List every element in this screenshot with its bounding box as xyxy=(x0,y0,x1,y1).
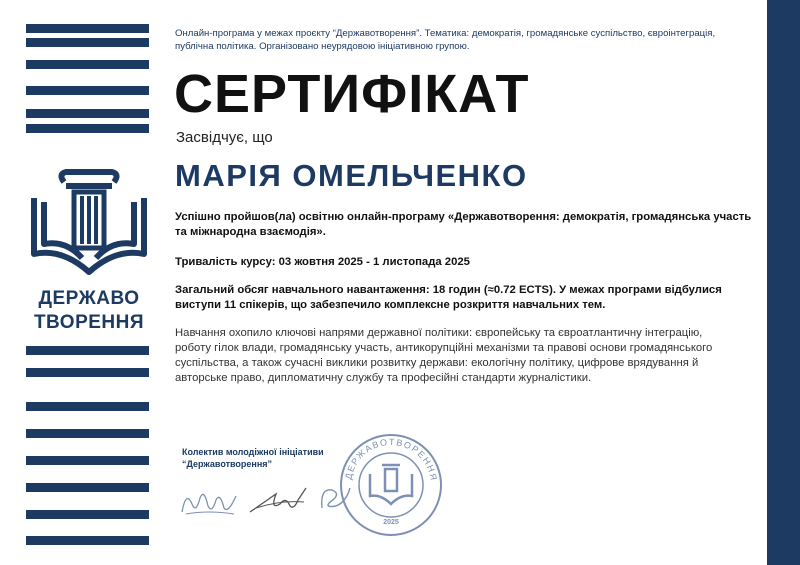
stripe xyxy=(26,536,149,545)
stripe xyxy=(26,86,149,95)
stripe xyxy=(26,368,149,377)
volume-paragraph: Загальний обсяг навчального навантаження: 18 годин (≈0.72 ECTS). У межах програми відбулися виступи 11 спікерів, що забезпечило комплексне розкриття навчальних тем. xyxy=(175,284,722,311)
logo xyxy=(22,168,156,333)
duration-paragraph: Тривалість курсу: 03 жовтня 2025 - 1 листопада 2025 xyxy=(175,256,470,268)
topics-paragraph: Навчання охопило ключові напрями державної політики: європейську та євроатлантичну інтеграцію, роботу гілок влади, громадянську участь, антикорупційні механізми та правові основи громадянського суспільства, а також сучасні виклики розвитку держави: екологічну політику, цифрове врядування й авторське право, дипломатичну службу та професійні стандарти журналістики. xyxy=(175,327,713,384)
logo-text-line2: ТВОРЕННЯ xyxy=(33,312,145,333)
team-caption-line2: “Державотворення” xyxy=(182,459,273,469)
signature-icon xyxy=(246,482,310,518)
stripe xyxy=(26,429,149,438)
stripe xyxy=(26,24,149,33)
stripe xyxy=(26,38,149,47)
seal-stamp-icon xyxy=(338,432,444,538)
team-caption-line1: Колектив молодіжної ініціативи xyxy=(182,447,324,457)
stripe xyxy=(26,124,149,133)
header-note: Онлайн-програма у межах проєкту “Державотворення”. Тематика: демократія, громадянське суспільство, євроінтеграція, публічна політика. Організовано неурядовою ініціативною групою. xyxy=(175,28,716,52)
team-caption xyxy=(182,446,324,470)
stripe xyxy=(26,483,149,492)
svg-text:ДЕРЖАВОТВОРЕННЯ xyxy=(343,437,439,482)
signature-icon xyxy=(178,484,240,520)
logo-text-line1: ДЕРЖАВО xyxy=(38,288,140,309)
stripe xyxy=(26,456,149,465)
stamp-year: 2025 xyxy=(383,519,399,526)
certificate-title: СЕРТИФІКАТ xyxy=(174,64,530,124)
certifies-text: Засвідчує, що xyxy=(176,129,273,146)
completion-paragraph: Успішно пройшов(ла) освітню онлайн-програму «Державотворення: демократія, громадянська участь та міжнародна взаємодія». xyxy=(175,211,752,238)
stripe xyxy=(26,402,149,411)
stripe xyxy=(26,109,149,118)
stripe xyxy=(26,346,149,355)
stripe xyxy=(26,510,149,519)
right-border-bar xyxy=(767,0,800,565)
column-book-logo-icon xyxy=(22,168,156,278)
stamp-ring-text: ДЕРЖАВОТВОРЕННЯ xyxy=(343,436,439,483)
recipient-name: МАРІЯ ОМЕЛЬЧЕНКО xyxy=(175,158,528,193)
stripe xyxy=(26,60,149,69)
